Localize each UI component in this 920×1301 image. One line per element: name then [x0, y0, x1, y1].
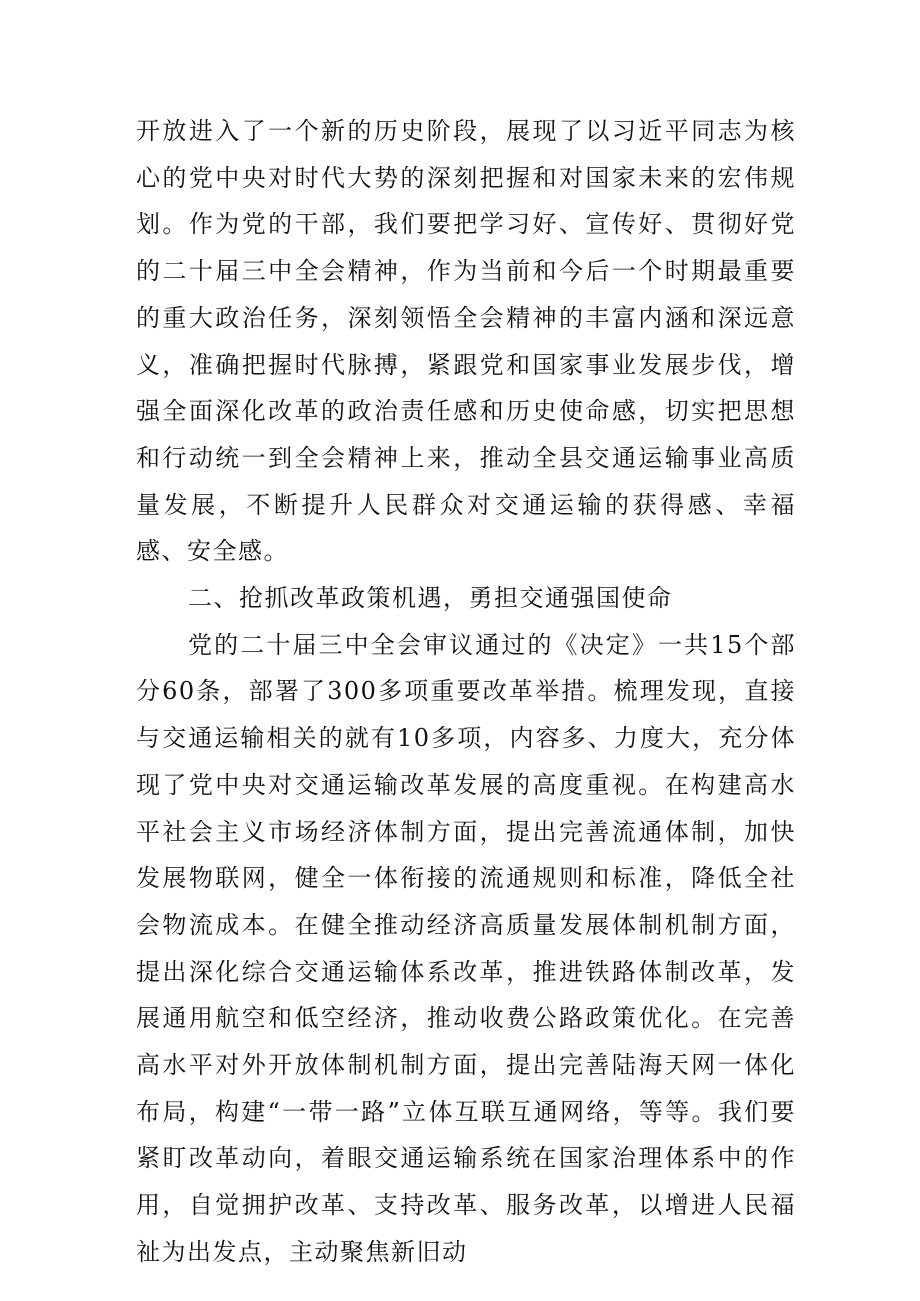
document-body — [136, 108, 796, 1276]
paragraph-body: 党的二十届三中全会审议通过的《决定》一共15个部分60条，部署了300多项重要改革举措。梳理发现，直接与交通运输相关的就有10多项，内容多、力度大，充分体现了党中央对交通运输改革发展的高度重视。在构建高水平社会主义市场经济体制方面，提出完善流通体制，加快发展物联网，健全一体衔接的流通规则和标准，降低全社会物流成本。在健全推动经济高质量发展体制机制方面，提出深化综合交通运输体系改革，推进铁路体制改革，发展通用航空和低空经济，推动收费公路政策优化。在完善高水平对外开放体制机制方面，提出完善陆海天网一体化布局，构建“一带一路”立体互联互通网络，等等。我们要紧盯改革动向，着眼交通运输系统在国家治理体系中的作用，自觉拥护改革、支持改革、服务改革，以增进人民福祉为出发点，主动聚焦新旧动 — [136, 630, 796, 1266]
paragraph-continuation: 开放进入了一个新的历史阶段，展现了以习近平同志为核心的党中央对时代大势的深刻把握和对国家未来的宏伟规划。作为党的干部，我们要把学习好、宣传好、贯彻好党的二十届三中全会精神，作为当前和今后一个时期最重要的重大政治任务，深刻领悟全会精神的丰富内涵和深远意义，准确把握时代脉搏，紧跟党和国家事业发展步伐，增强全面深化改革的政治责任感和历史使命感，切实把思想和行动统一到全会精神上来，推动全县交通运输事业高质量发展，不断提升人民群众对交通运输的获得感、幸福感、安全感。 — [136, 117, 796, 566]
section-heading: 二、抢抓改革政策机遇，勇担交通强国使命 — [188, 584, 673, 613]
